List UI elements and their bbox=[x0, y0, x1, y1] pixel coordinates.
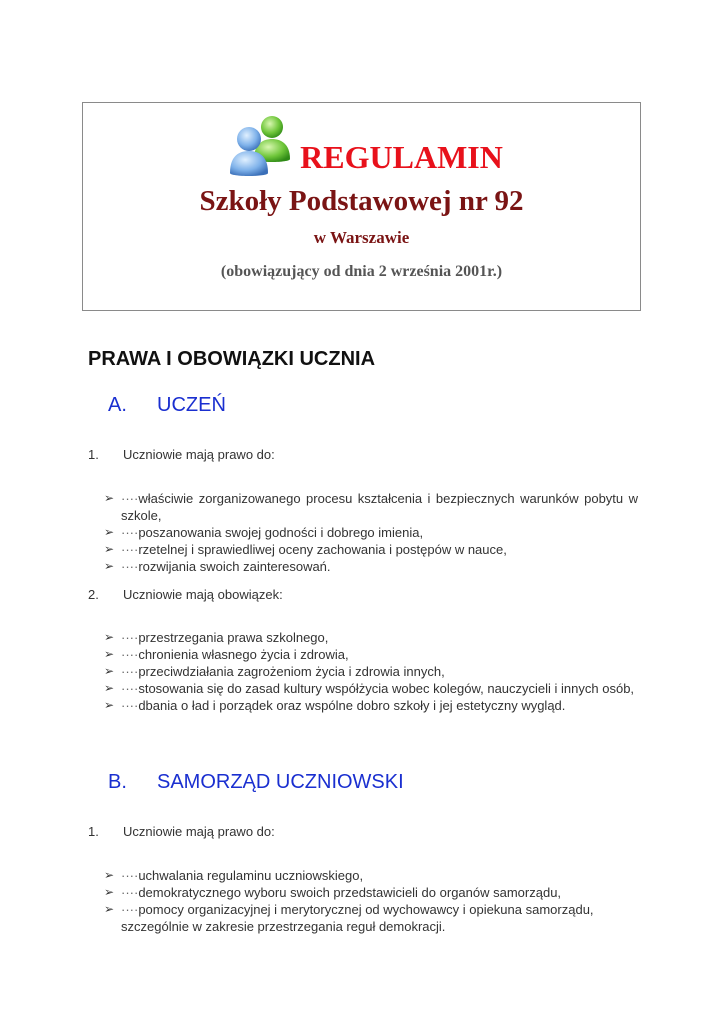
list-item: ➢ ····dbania o ład i porządek oraz wspólne dobro szkoły i jej estetyczny wygląd. bbox=[104, 698, 566, 713]
list-item: ➢ ····uchwalania regulaminu uczniowskiego, bbox=[104, 868, 364, 883]
point-text: Uczniowie mają obowiązek: bbox=[123, 587, 283, 602]
subsection-letter: A. bbox=[108, 394, 127, 416]
arrow-bullet-icon: ➢ bbox=[104, 630, 115, 644]
validity-date: (obowiązujący od dnia 2 września 2001r.) bbox=[220, 263, 503, 280]
school-name: Szkoły Podstawowej nr 92 bbox=[199, 185, 524, 217]
subsection-letter: B. bbox=[108, 771, 127, 793]
subsection-title: UCZEŃ bbox=[157, 394, 226, 416]
list-item: ➢ ····rozwijania swoich zainteresowań. bbox=[104, 559, 331, 574]
list-item: ➢ ····rzetelnej i sprawiedliwej oceny zachowania i postępów w nauce, bbox=[104, 542, 507, 557]
arrow-bullet-icon: ➢ bbox=[104, 885, 115, 899]
point-text: Uczniowie mają prawo do: bbox=[123, 447, 275, 462]
point-text: Uczniowie mają prawo do: bbox=[123, 824, 275, 839]
bullet-list bbox=[104, 629, 638, 714]
list-item: ➢ ····poszanowania swojej godności i dobrego imienia, bbox=[104, 525, 424, 540]
list-item: ➢ ····stosowania się do zasad kultury współżycia wobec kolegów, nauczycieli i innych osób, bbox=[104, 681, 635, 696]
list-item: ➢ ····demokratycznego wyboru swoich przedstawicieli do organów samorządu, bbox=[104, 885, 562, 900]
arrow-bullet-icon: ➢ bbox=[104, 868, 115, 882]
arrow-bullet-icon: ➢ bbox=[104, 902, 115, 916]
point-number: 1. bbox=[88, 824, 99, 839]
section-title: PRAWA I OBOWIĄZKI UCZNIA bbox=[88, 348, 376, 370]
bullet-list bbox=[104, 867, 638, 935]
list-item: ➢ ····przestrzegania prawa szkolnego, bbox=[104, 630, 329, 645]
bullet-list bbox=[104, 490, 638, 575]
arrow-bullet-icon: ➢ bbox=[104, 542, 115, 556]
point-number: 2. bbox=[88, 587, 99, 602]
arrow-bullet-icon: ➢ bbox=[104, 559, 115, 573]
arrow-bullet-icon: ➢ bbox=[104, 698, 115, 712]
city-line: w Warszawie bbox=[313, 228, 410, 247]
header-box bbox=[82, 102, 641, 311]
list-item: ➢ ····chronienia własnego życia i zdrowia, bbox=[104, 647, 349, 662]
list-item: ➢ ····właściwie zorganizowanego procesu kształcenia i bezpiecznych warunków pobytu w szkole, bbox=[104, 491, 638, 523]
list-item: ➢ ····przeciwdziałania zagrożeniom życia i zdrowia innych, bbox=[104, 664, 445, 679]
arrow-bullet-icon: ➢ bbox=[104, 681, 115, 695]
arrow-bullet-icon: ➢ bbox=[104, 525, 115, 539]
document-title: REGULAMIN bbox=[300, 139, 503, 175]
list-item: ➢ ····pomocy organizacyjnej i merytorycznej od wychowawcy i opiekuna samorządu, szczególnie w zakresie przestrzegania reguł demokracji. bbox=[104, 902, 594, 934]
arrow-bullet-icon: ➢ bbox=[104, 664, 115, 678]
subsection-title: SAMORZĄD UCZNIOWSKI bbox=[157, 771, 404, 793]
arrow-bullet-icon: ➢ bbox=[104, 647, 115, 661]
arrow-bullet-icon: ➢ bbox=[104, 491, 115, 505]
point-number: 1. bbox=[88, 447, 99, 462]
